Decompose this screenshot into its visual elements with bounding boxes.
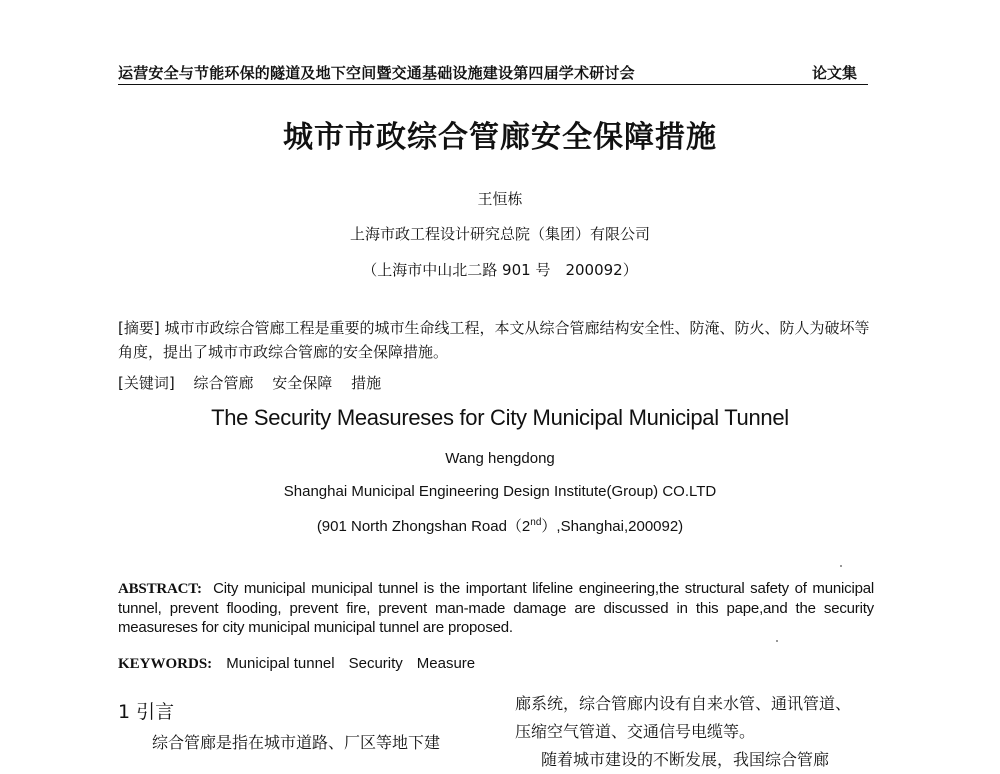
abstract-cn-text: 城市市政综合管廊工程是重要的城市生命线工程，本文从综合管廊结构安全性、防淹、防火、防人为破坏等角度，提出了城市市政综合管廊的安全保障措施。 <box>118 319 870 361</box>
institution-cn: 上海市政工程设计研究总院（集团）有限公司 <box>349 225 650 243</box>
header-rule <box>118 84 868 85</box>
scan-speck <box>776 640 778 642</box>
abstract-cn-label: [摘要] <box>118 319 160 337</box>
institution-en: Shanghai Municipal Engineering Design Institute(Group) CO.LTD <box>283 483 717 500</box>
running-header-collection: 论文集 <box>812 64 858 82</box>
author-cn: 王恒栋 <box>477 190 523 208</box>
keyword-cn-3: 措施 <box>351 374 382 392</box>
section-heading-introduction: 1 引言 <box>118 701 175 723</box>
paper-title-en: The Security Measureses for City Municipal Municipal Tunnel <box>211 405 789 430</box>
col2-line-3: 随着城市建设的不断发展，我国综合管廊 <box>541 750 830 769</box>
keywords-en-label: KEYWORDS: <box>118 656 213 672</box>
abstract-cn <box>118 316 884 364</box>
address-en <box>0 515 1000 536</box>
address-en-part1: (901 North Zhongshan Road（2 <box>316 518 531 535</box>
col2-line-2: 压缩空气管道、交通信号电缆等。 <box>515 722 756 741</box>
keyword-cn-2: 安全保障 <box>272 374 333 392</box>
author-en: Wang hengdong <box>445 450 555 467</box>
abstract-en <box>118 579 874 637</box>
keywords-cn-label: [关键词] <box>118 374 175 392</box>
keyword-en-3: Measure <box>416 655 476 672</box>
keyword-en-2: Security <box>348 655 403 672</box>
body-text-col1: 综合管廊是指在城市道路、厂区等地下建 <box>152 733 441 752</box>
keyword-en-1: Municipal tunnel <box>226 655 335 672</box>
abstract-en-text: City municipal municipal tunnel is the important lifeline engineering,the structural safety of municipal tunnel, prevent flooding, prevent fire, prevent man-made damage are discussed in this pape,and the security measureses for city municipal municipal tunnel are proposed. <box>118 580 874 636</box>
col2-line-1: 廊系统，综合管廊内设有自来水管、通讯管道、 <box>515 694 852 713</box>
running-header-conference: 运营安全与节能环保的隧道及地下空间暨交通基础设施建设第四届学术研讨会 <box>118 64 635 82</box>
keywords-cn <box>118 372 395 393</box>
keywords-en <box>118 655 475 673</box>
body-text-col2 <box>515 690 895 774</box>
paper-title-cn: 城市市政综合管廊安全保障措施 <box>283 120 717 155</box>
address-en-superscript: nd <box>530 517 542 528</box>
keyword-cn-1: 综合管廊 <box>193 374 254 392</box>
abstract-en-label: ABSTRACT: <box>118 581 202 597</box>
address-cn: （上海市中山北二路 901 号 200092） <box>362 261 638 279</box>
scan-speck <box>840 565 842 567</box>
address-en-part2: ）,Shanghai,200092) <box>541 518 684 535</box>
